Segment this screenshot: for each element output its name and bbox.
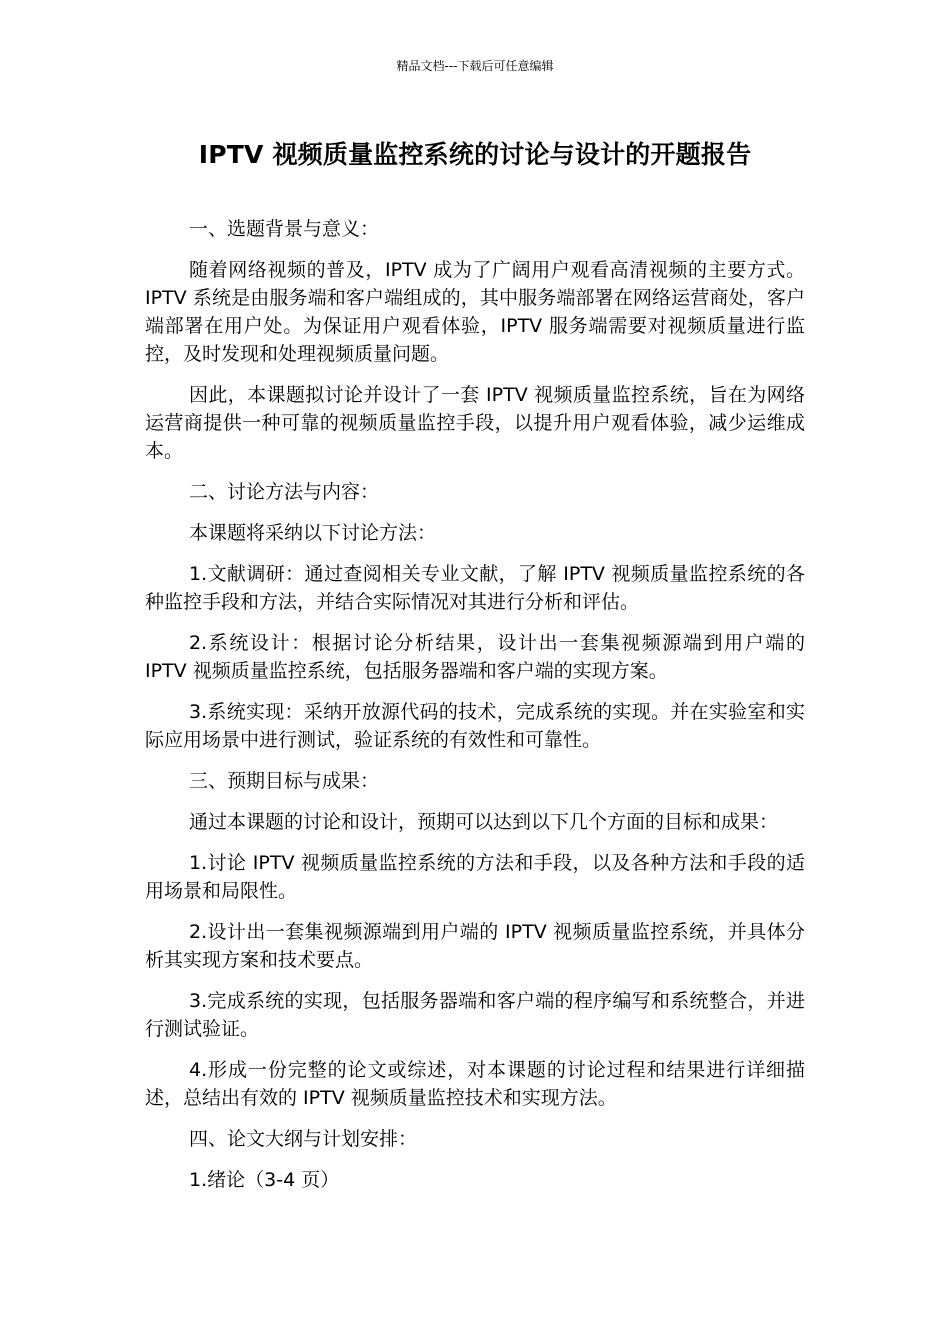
document-body	[145, 215, 805, 1207]
paragraph-goals-intro: 通过本课题的讨论和设计，预期可以达到以下几个方面的目标和成果：	[189, 811, 779, 833]
list-item-literature-review: 1.文献调研：通过查阅相关专业文献，了解 IPTV 视频质量监控系统的各种监控手段和方法，并结合实际情况对其进行分析和评估。	[145, 563, 805, 613]
document-title: IPTV 视频质量监控系统的讨论与设计的开题报告	[198, 140, 752, 169]
list-item-system-design: 2.系统设计：根据讨论分析结果，设计出一套集视频源端到用户端的 IPTV 视频质量监控系统，包括服务器端和客户端的实现方案。	[145, 632, 805, 682]
outline-item-introduction: 1.绪论（3-4 页）	[189, 1169, 340, 1191]
section-heading-goals: 三、预期目标与成果：	[189, 770, 380, 792]
header-note: 精品文档---下载后可任意编辑	[396, 59, 554, 73]
list-item-goal-4: 4.形成一份完整的论文或综述，对本课题的讨论过程和结果进行详细描述，总结出有效的 IPTV 视频质量监控技术和实现方法。	[145, 1059, 805, 1109]
paragraph-methods-intro: 本课题将采纳以下讨论方法：	[189, 522, 437, 544]
paragraph-background: 随着网络视频的普及，IPTV 成为了广阔用户观看高清视频的主要方式。IPTV 系统是由服务端和客户端组成的，其中服务端部署在网络运营商处，客户端部署在用户处。为保证用户观看体验，IPTV 服务端需要对视频质量进行监控，及时发现和处理视频质量问题。	[145, 259, 805, 365]
list-item-goal-3: 3.完成系统的实现，包括服务器端和客户端的程序编写和系统整合，并进行测试验证。	[145, 990, 805, 1040]
list-item-system-implementation: 3.系统实现：采纳开放源代码的技术，完成系统的实现。并在实验室和实际应用场景中进行测试，验证系统的有效性和可靠性。	[145, 701, 805, 751]
section-heading-background: 一、选题背景与意义：	[189, 218, 380, 240]
paragraph-purpose: 因此，本课题拟讨论并设计了一套 IPTV 视频质量监控系统，旨在为网络运营商提供一种可靠的视频质量监控手段，以提升用户观看体验，减少运维成本。	[145, 384, 805, 462]
section-heading-outline: 四、论文大纲与计划安排：	[189, 1128, 418, 1150]
list-item-goal-1: 1.讨论 IPTV 视频质量监控系统的方法和手段，以及各种方法和手段的适用场景和局限性。	[145, 852, 805, 902]
section-heading-methods: 二、讨论方法与内容：	[189, 481, 380, 503]
list-item-goal-2: 2.设计出一套集视频源端到用户端的 IPTV 视频质量监控系统，并具体分析其实现方案和技术要点。	[145, 921, 805, 971]
